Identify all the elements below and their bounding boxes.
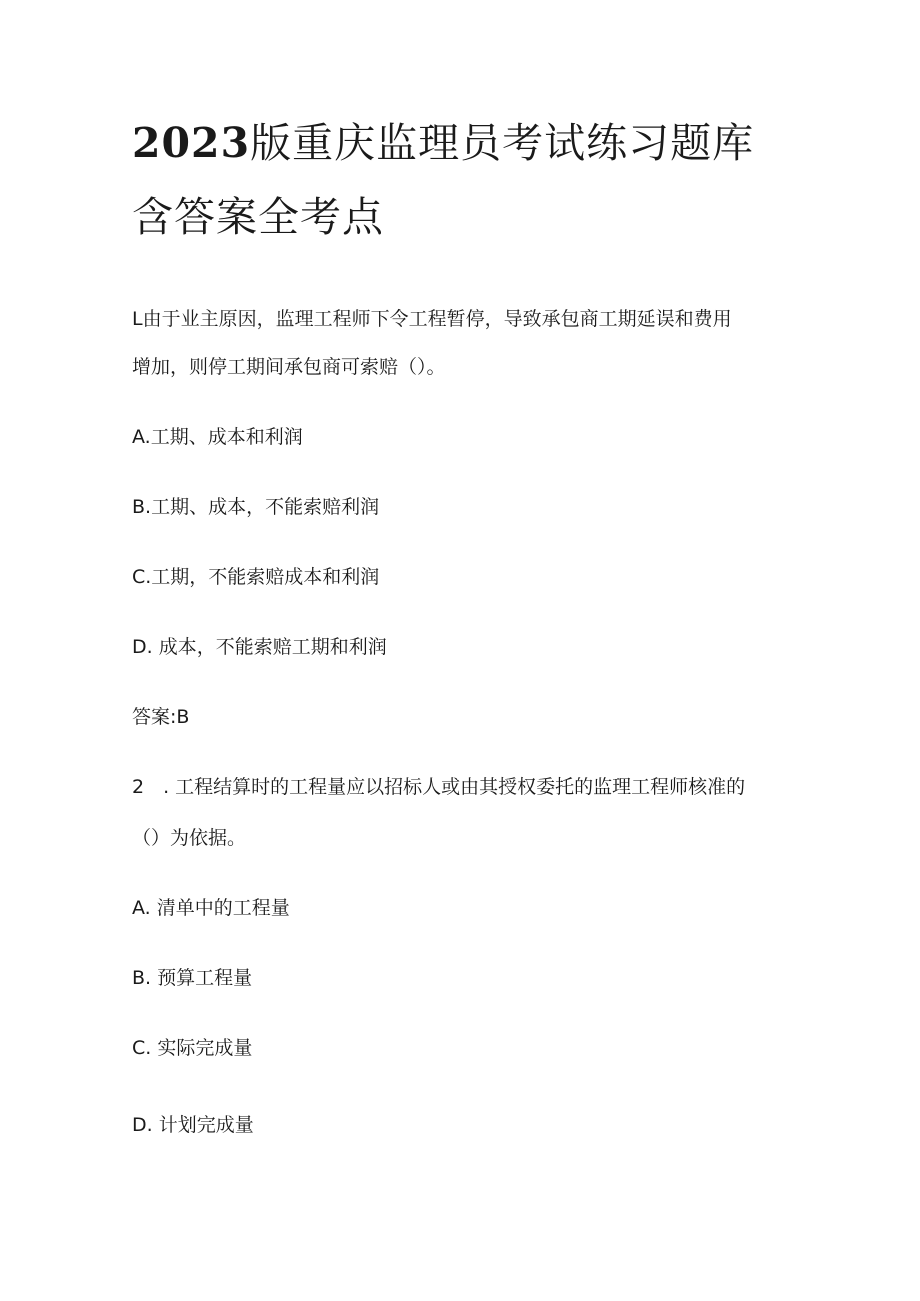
- question-1-option-d: D. 成本，不能索赔工期和利润: [132, 636, 387, 658]
- title-text: 版重庆监理员考试练习题库含答案全考点: [132, 119, 755, 241]
- title-number: 2023: [132, 119, 251, 167]
- question-1-option-a: A.工期、成本和利润: [132, 426, 303, 448]
- document-title: [132, 106, 792, 254]
- question-1-answer: 答案:B: [132, 706, 190, 728]
- question-2-option-b: B. 预算工程量: [132, 967, 253, 989]
- question-2-stem-line-2: （）为依据。: [132, 827, 247, 849]
- question-1-stem-line-2: 增加，则停工期间承包商可索赔（）。: [132, 356, 446, 378]
- question-1-option-b: B.工期、成本，不能索赔利润: [132, 496, 380, 518]
- question-1-option-c: C.工期，不能索赔成本和利润: [132, 566, 380, 588]
- question-2-stem-line-1: 2 . 工程结算时的工程量应以招标人或由其授权委托的监理工程师核准的: [132, 776, 746, 798]
- question-2-option-c: C. 实际完成量: [132, 1037, 253, 1059]
- question-2-option-d: D. 计划完成量: [132, 1114, 254, 1136]
- question-2-option-a: A. 清单中的工程量: [132, 897, 290, 919]
- question-1-stem-line-1: L由于业主原因，监理工程师下令工程暂停，导致承包商工期延误和费用: [132, 308, 732, 330]
